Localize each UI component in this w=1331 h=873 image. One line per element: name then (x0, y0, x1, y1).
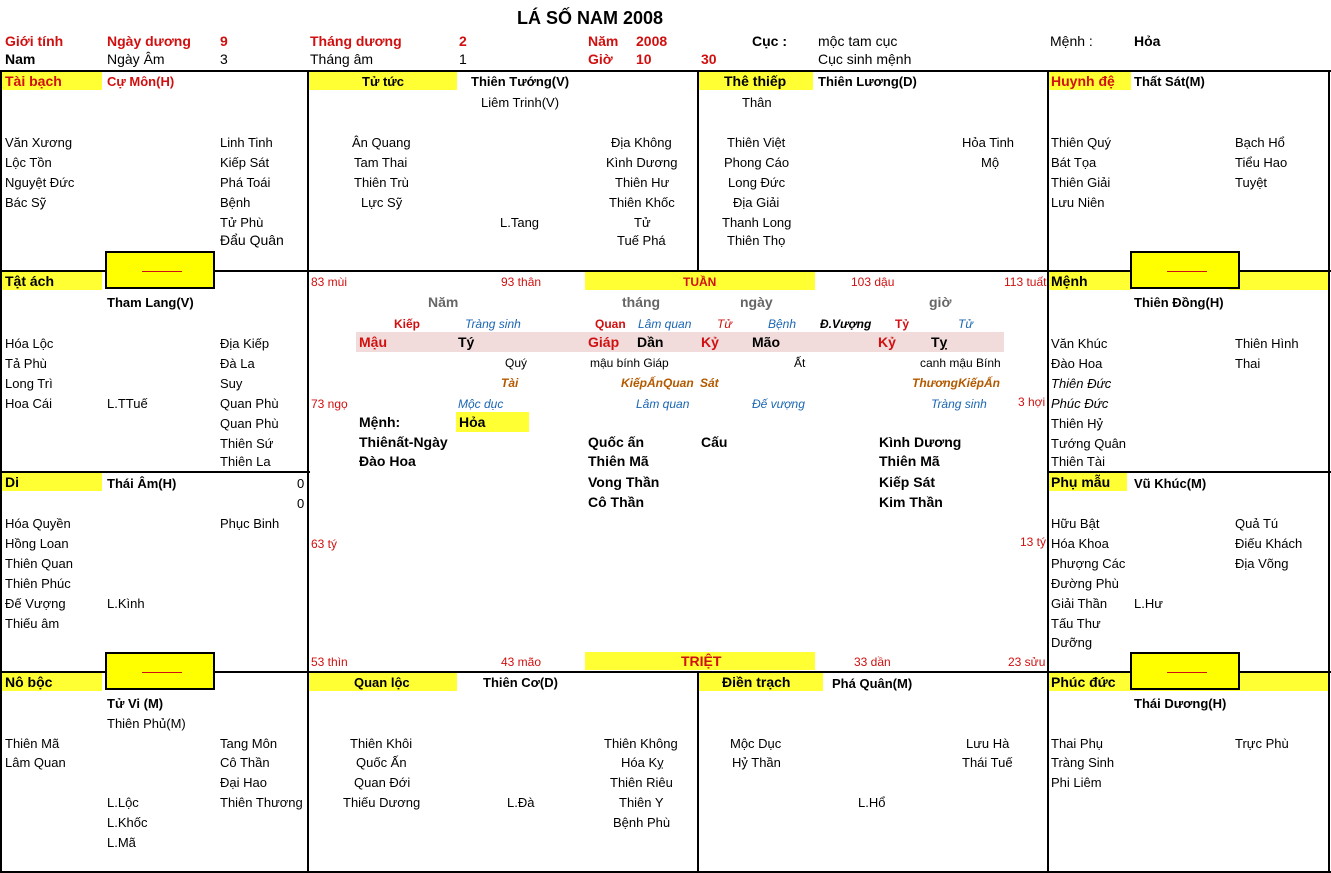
star: Phi Liêm (1051, 775, 1102, 790)
star: Hỏa Tinh (962, 135, 1015, 150)
star: Phượng Các (1051, 556, 1126, 571)
star: Thai (1235, 356, 1261, 371)
palace-name: Mệnh (1051, 273, 1088, 289)
star: Quả Tú (1235, 516, 1279, 531)
grid-line (0, 70, 2, 873)
pillar-stem: Kỷ (701, 334, 719, 350)
star: Đào Hoa (359, 453, 416, 469)
hidden-stems: Quý (505, 356, 528, 370)
star: Đẩu Quân (220, 232, 284, 248)
star: L.Hổ (858, 795, 886, 810)
triet-marker: TRIỆT (681, 653, 722, 669)
hidden-stems: Ất (794, 356, 806, 370)
main-star: Liêm Trinh(V) (481, 95, 560, 110)
star: L.Đà (507, 795, 535, 810)
ten-god: Sát (700, 376, 719, 390)
star: Phá Toái (220, 175, 271, 190)
star: Dưỡng (1051, 635, 1093, 650)
star: L.Khốc (107, 815, 148, 830)
star: L.Lộc (107, 795, 139, 810)
star: Thiên Hư (615, 175, 670, 190)
star: Kình Dương (606, 155, 678, 170)
cuc-value: mộc tam cục (818, 33, 898, 49)
palace-name: Quan lộc (354, 675, 410, 690)
star: Tang Môn (220, 736, 278, 751)
cycle-box (1130, 652, 1240, 690)
main-star: Tử Vi (M) (107, 696, 164, 711)
main-star: Phá Quân(M) (832, 676, 913, 691)
star: Kim Thần (879, 494, 943, 510)
lunar-month: 1 (459, 51, 467, 67)
main-star: Thiên Lương(D) (818, 74, 917, 89)
age-label: 13 tý (1020, 535, 1047, 549)
star: Bệnh (220, 195, 251, 210)
pillar-label: Tràng sinh (465, 317, 521, 331)
star: Thiên Khôi (350, 736, 413, 751)
pillar-label: Tử (717, 317, 732, 331)
column-head: ngày (740, 294, 773, 310)
palace-name: Tật ách (5, 273, 55, 289)
pillar-label: Tỷ (895, 317, 910, 331)
solar-day-label: Ngày dương (107, 33, 191, 49)
life-stage: Lâm quan (636, 397, 690, 411)
star: Văn Xương (5, 135, 73, 150)
main-star: Cự Môn(H) (107, 74, 175, 89)
star: Địa Võng (1235, 556, 1289, 571)
than-marker: Thân (742, 95, 772, 110)
star: Thiên Thương (220, 795, 303, 810)
palace-name: Huynh đệ (1051, 73, 1115, 89)
pillar-branch: Tỵ (931, 334, 948, 350)
hidden-stems: canh mậu Bính (920, 356, 1001, 370)
cycle-box (105, 652, 215, 690)
pillar-label: Bệnh (768, 317, 797, 331)
star: Hóa Khoa (1051, 536, 1109, 551)
life-stage: Tràng sinh (931, 397, 987, 411)
star: Tuế Phá (617, 233, 666, 248)
star: Phong Cáo (724, 155, 790, 170)
tuan-marker: TUẦN (683, 275, 717, 289)
solar-month: 2 (459, 33, 467, 49)
star: Phúc Đức (1051, 396, 1109, 411)
star: Quốc ấn (588, 434, 645, 450)
star: Quan Đới (354, 775, 411, 790)
star: Địa Không (611, 135, 672, 150)
star: Lưu Hà (966, 736, 1010, 751)
star: Hồng Loan (5, 536, 69, 551)
star: Cấu (701, 434, 728, 450)
cycle-box (1130, 251, 1240, 289)
star: Địa Kiếp (220, 336, 270, 351)
age-label: 113 tuất (1004, 275, 1047, 289)
star: Bạch Hổ (1235, 135, 1285, 150)
pillar-stem: Mậu (359, 334, 387, 350)
star: Thiên Không (604, 736, 678, 751)
star: Thiên Trù (354, 175, 409, 190)
year-value: 2008 (636, 33, 668, 49)
grid-line (697, 70, 699, 272)
star: Tràng Sinh (1051, 755, 1115, 770)
pillar-branch: Mão (752, 334, 780, 350)
star: Ân Quang (352, 135, 411, 150)
star: Thiên Hỷ (1051, 416, 1104, 431)
star: Đại Hao (220, 775, 267, 790)
age-label: 53 thìn (311, 655, 348, 669)
menh-label: Mệnh : (1050, 33, 1093, 49)
age-label: 103 dậu (851, 275, 895, 289)
star: Thiên La (220, 454, 271, 469)
star: Thiên Việt (727, 135, 786, 150)
star: Địa Giải (733, 195, 780, 210)
main-star: Thái Dương(H) (1134, 696, 1227, 711)
age-label: 43 mão (501, 655, 542, 669)
star: Thiên Thọ (727, 233, 786, 248)
star: L.Kình (107, 596, 145, 611)
star: Linh Tinh (220, 135, 273, 150)
star: L.Mã (107, 835, 136, 850)
palace-name: Thê thiếp (724, 73, 787, 89)
minute-value: 30 (701, 51, 717, 67)
ten-god: ThươngKiếpẤn (912, 376, 1000, 390)
page-title: LÁ SỐ NAM 2008 (517, 8, 664, 28)
menh-label: Mệnh: (359, 414, 401, 430)
star: Lưu Niên (1051, 195, 1105, 210)
star: Thiên Riêu (610, 775, 673, 790)
star: Thiên Mã (5, 736, 60, 751)
cycle-box (105, 251, 215, 289)
palace-name: Nô bộc (5, 674, 53, 690)
pillar-label: Quan (595, 317, 626, 331)
star: Suy (220, 376, 243, 391)
age-label: 3 hợi (1018, 395, 1046, 409)
star: L.Hư (1134, 596, 1163, 611)
pillar-branch: Tý (458, 334, 475, 350)
menh-value: Hỏa (459, 414, 486, 430)
life-stage: Mộc dục (458, 397, 504, 411)
star: Lâm Quan (5, 755, 66, 770)
star: Phục Binh (220, 516, 280, 531)
age-label: 63 tý (311, 537, 338, 551)
main-star: Thiên Đồng(H) (1134, 295, 1224, 310)
star: Văn Khúc (1051, 336, 1108, 351)
palace-name: Di (5, 474, 19, 490)
star: Thiên Sứ (220, 436, 274, 451)
main-star: Thái Âm(H) (107, 476, 177, 491)
star: Thiên Giải (1051, 175, 1111, 190)
star: Nguyệt Đức (5, 175, 75, 190)
main-star: Vũ Khúc(M) (1134, 476, 1207, 491)
star: Hóa Lộc (5, 336, 54, 351)
star: Thái Tuế (962, 755, 1013, 770)
star: Tam Thai (354, 155, 408, 170)
star: Mộ (981, 155, 1000, 170)
star: Tuyệt (1235, 175, 1268, 190)
palace-name: Tử tức (362, 74, 404, 89)
star: Đế Vượng (5, 596, 66, 611)
star: Tử (634, 215, 651, 230)
star: Bác Sỹ (5, 195, 47, 210)
star: L.Tang (500, 215, 540, 230)
star: Mộc Dục (730, 736, 782, 751)
hour-value: 10 (636, 51, 652, 67)
star: Kiếp Sát (220, 155, 270, 170)
star: Thiên Tài (1051, 454, 1105, 469)
solar-month-label: Tháng dương (310, 33, 402, 49)
star: Giải Thần (1051, 596, 1108, 611)
year-label: Năm (588, 33, 619, 49)
star: Long Đức (728, 175, 786, 190)
star: Thiếu âm (5, 616, 60, 631)
star: Tiểu Hao (1235, 155, 1288, 170)
star: Lộc Tồn (5, 155, 52, 170)
life-stage: Đế vượng (752, 397, 805, 411)
pillar-branch: Dần (637, 334, 664, 350)
hour-label: Giờ (588, 51, 613, 67)
star: Quan Phù (220, 396, 279, 411)
star: Long Trì (5, 376, 53, 391)
pillar-stem: Giáp (588, 334, 620, 350)
solar-day: 9 (220, 33, 228, 49)
star: Thiên Mã (588, 453, 649, 469)
star: Quan Phù (220, 416, 279, 431)
cuc-label: Cục : (752, 33, 787, 49)
star: Đà La (220, 356, 255, 371)
age-label: 23 sửu (1008, 655, 1046, 669)
star: Hóa Quyền (5, 516, 71, 531)
star: Vong Thần (588, 474, 660, 490)
palace-name: Phúc đức (1051, 674, 1116, 690)
main-star: Thiên Phủ(M) (107, 716, 186, 731)
star: Hóa Kỵ (621, 755, 664, 770)
grid-line (307, 70, 309, 873)
palace-name: Tài bạch (5, 73, 62, 89)
star: Đào Hoa (1051, 356, 1103, 371)
star: Thanh Long (722, 215, 792, 230)
main-star: Thất Sát(M) (1134, 74, 1205, 89)
pillar-label: Đ.Vượng (820, 317, 872, 331)
star: Thiên Y (619, 795, 664, 810)
gender-label: Giới tính (5, 33, 64, 49)
palace-name: Điền trạch (722, 674, 791, 690)
star: Thai Phụ (1051, 736, 1104, 751)
star: Tấu Thư (1051, 616, 1101, 631)
column-head: tháng (622, 294, 661, 310)
palace-name: Phụ mẫu (1051, 474, 1111, 490)
age-label: 93 thân (501, 275, 542, 289)
lunar-day-label: Ngày Âm (107, 51, 165, 67)
lunar-month-label: Tháng âm (310, 51, 374, 67)
star: Tướng Quân (1051, 436, 1127, 451)
gender-value: Nam (5, 51, 36, 67)
pillar-label: Kiếp (394, 317, 421, 331)
star: Thiên Quan (5, 556, 73, 571)
value: 0 (297, 496, 305, 511)
age-label: 73 ngọ (311, 397, 348, 411)
star: Cô Thần (588, 494, 644, 510)
star: L.TTuế (107, 396, 148, 411)
grid-line (0, 70, 1331, 72)
star: Đường Phù (1051, 576, 1119, 591)
star: Bệnh Phù (613, 815, 671, 830)
pillar-label: Lâm quan (638, 317, 692, 331)
star: Thiênất-Ngày (359, 434, 448, 450)
grid-line (697, 671, 699, 873)
grid-line (1047, 70, 1049, 873)
main-star: Thiên Cơ(D) (483, 675, 558, 690)
star: Thiên Khốc (609, 195, 675, 210)
star: Điếu Khách (1235, 536, 1303, 551)
star: Tử Phù (220, 215, 264, 230)
star: Bát Tọa (1051, 155, 1097, 170)
hidden-stems: mậu bính Giáp (590, 356, 669, 370)
star: Thiên Hình (1235, 336, 1299, 351)
star: Hỷ Thần (732, 755, 781, 770)
star: Lực Sỹ (361, 195, 403, 210)
main-star: Thiên Tướng(V) (471, 74, 570, 89)
age-label: 83 mùi (311, 275, 348, 289)
value: 0 (297, 476, 305, 491)
star: Thiên Quý (1051, 135, 1111, 150)
pillar-stem: Kỷ (878, 334, 896, 350)
star: Hoa Cái (5, 396, 52, 411)
grid-line (1328, 70, 1330, 873)
cuc-relation: Cục sinh mệnh (818, 51, 912, 67)
menh-value: Hỏa (1134, 33, 1161, 49)
star: Cô Thần (220, 755, 270, 770)
lunar-day: 3 (220, 51, 228, 67)
star: Hữu Bật (1051, 516, 1100, 531)
ten-god: Tài (501, 376, 519, 390)
age-label: 33 dần (854, 655, 891, 669)
main-star: Tham Lang(V) (107, 295, 194, 310)
star: Kiếp Sát (879, 474, 936, 490)
star: Thiên Đức (1051, 376, 1112, 391)
star: Thiếu Dương (343, 795, 421, 810)
column-head: Năm (428, 294, 459, 310)
star: Trực Phù (1235, 736, 1289, 751)
pillar-label: Tử (958, 317, 973, 331)
ten-god: KiếpẤnQuan (621, 376, 694, 390)
star: Thiên Phúc (5, 576, 71, 591)
column-head: giờ (929, 294, 952, 310)
star: Thiên Mã (879, 453, 940, 469)
star: Quốc Ấn (356, 755, 407, 770)
star: Kình Dương (879, 434, 962, 450)
star: Tả Phù (5, 356, 47, 371)
